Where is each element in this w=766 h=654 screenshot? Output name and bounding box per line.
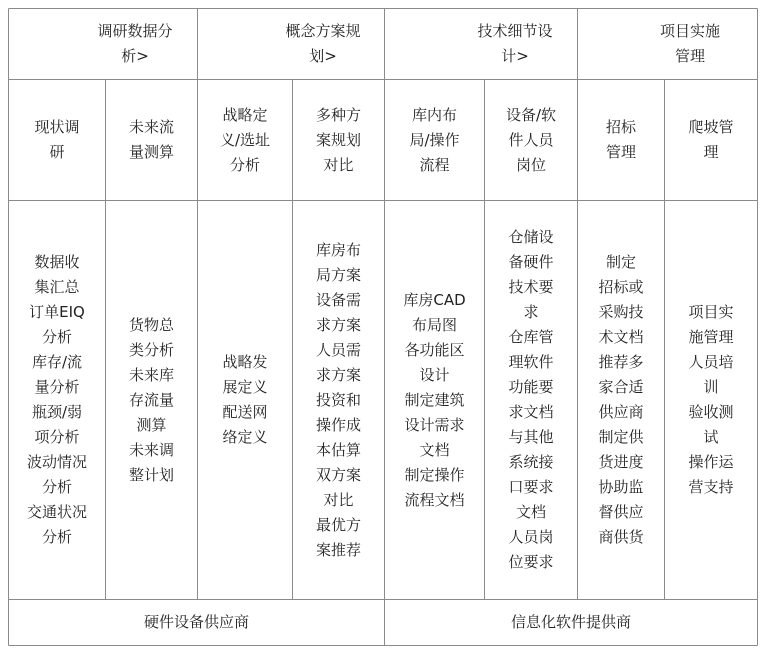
detail-plan-compare [293, 201, 384, 599]
subheader-plan-compare [293, 80, 384, 200]
detail-text: 项目实 施管理 人员培 训 验收测 试 操作运 营支持 [688, 303, 734, 496]
subheader-equipment-staff [485, 80, 577, 200]
subheader-text: 未来流 量测算 [128, 118, 174, 161]
phase-header-text: 技术细节设 计> [477, 22, 553, 65]
subheader-text: 现状调 研 [34, 118, 80, 161]
subheader-tender [578, 80, 664, 200]
subheader-text: 招标 管理 [605, 118, 636, 161]
phase-header-technical [440, 9, 590, 79]
phase-header-text: 项目实施 管理 [659, 22, 720, 65]
detail-text: 仓储设 备硬件 技术要 求 仓库管 理软件 功能要 求文档 与其他 系统接 口要求 文档 人员岗 位要求 [508, 228, 554, 571]
detail-ramp-up [665, 201, 757, 599]
subheader-text: 库内布 局/操作 流程 [409, 105, 460, 174]
subheader-text: 战略定 义/选址 分析 [219, 105, 271, 174]
phase-header-implementation [630, 9, 750, 79]
detail-text: 货物总 类分析 未来库 存流量 测算 未来调 整计划 [128, 315, 174, 484]
subheader-strategy-site [198, 80, 292, 200]
subheader-layout-process [385, 80, 484, 200]
subheader-current-survey [9, 80, 105, 200]
phase-header-research [60, 9, 210, 79]
detail-text: 数据收 集汇总 订单EIQ 分析 库存/流 量分析 瓶颈/弱 项分析 波动情况 分析 交通状况 分析 [26, 253, 87, 546]
detail-future-flow [106, 201, 197, 599]
subheader-text: 爬坡管 理 [688, 118, 734, 161]
phase-header-text: 概念方案规 划> [285, 22, 361, 65]
subheader-text: 设备/软 件人员 岗位 [505, 105, 557, 174]
provider-label: 硬件设备供应商 [143, 613, 249, 631]
detail-current-survey [9, 201, 105, 599]
detail-text: 战略发 展定义 配送网 络定义 [222, 353, 268, 446]
subheader-future-flow [106, 80, 197, 200]
detail-text: 制定 招标或 采购技 术文档 推荐多 家合适 供应商 制定供 货进度 协助监 督供应 商供货 [598, 253, 644, 546]
detail-strategy-site [198, 201, 292, 599]
detail-equipment-staff [485, 201, 577, 599]
provider-label: 信息化软件提供商 [510, 613, 631, 631]
detail-layout-process [385, 201, 484, 599]
phase-header-text: 调研数据分 析> [97, 22, 173, 65]
subheader-ramp-up [665, 80, 757, 200]
provider-software [385, 600, 757, 645]
provider-hardware [9, 600, 384, 645]
detail-text: 库房布 局方案 设备需 求方案 人员需 求方案 投资和 操作成 本估算 双方案 对比 最优方 案推荐 [315, 240, 361, 559]
detail-tender [578, 201, 664, 599]
phase-header-concept [248, 9, 398, 79]
detail-text: 库房CAD 布局图 各功能区 设计 制定建筑 设计需求 文档 制定操作 流程文档 [403, 290, 466, 509]
subheader-text: 多种方 案规划 对比 [315, 105, 361, 174]
